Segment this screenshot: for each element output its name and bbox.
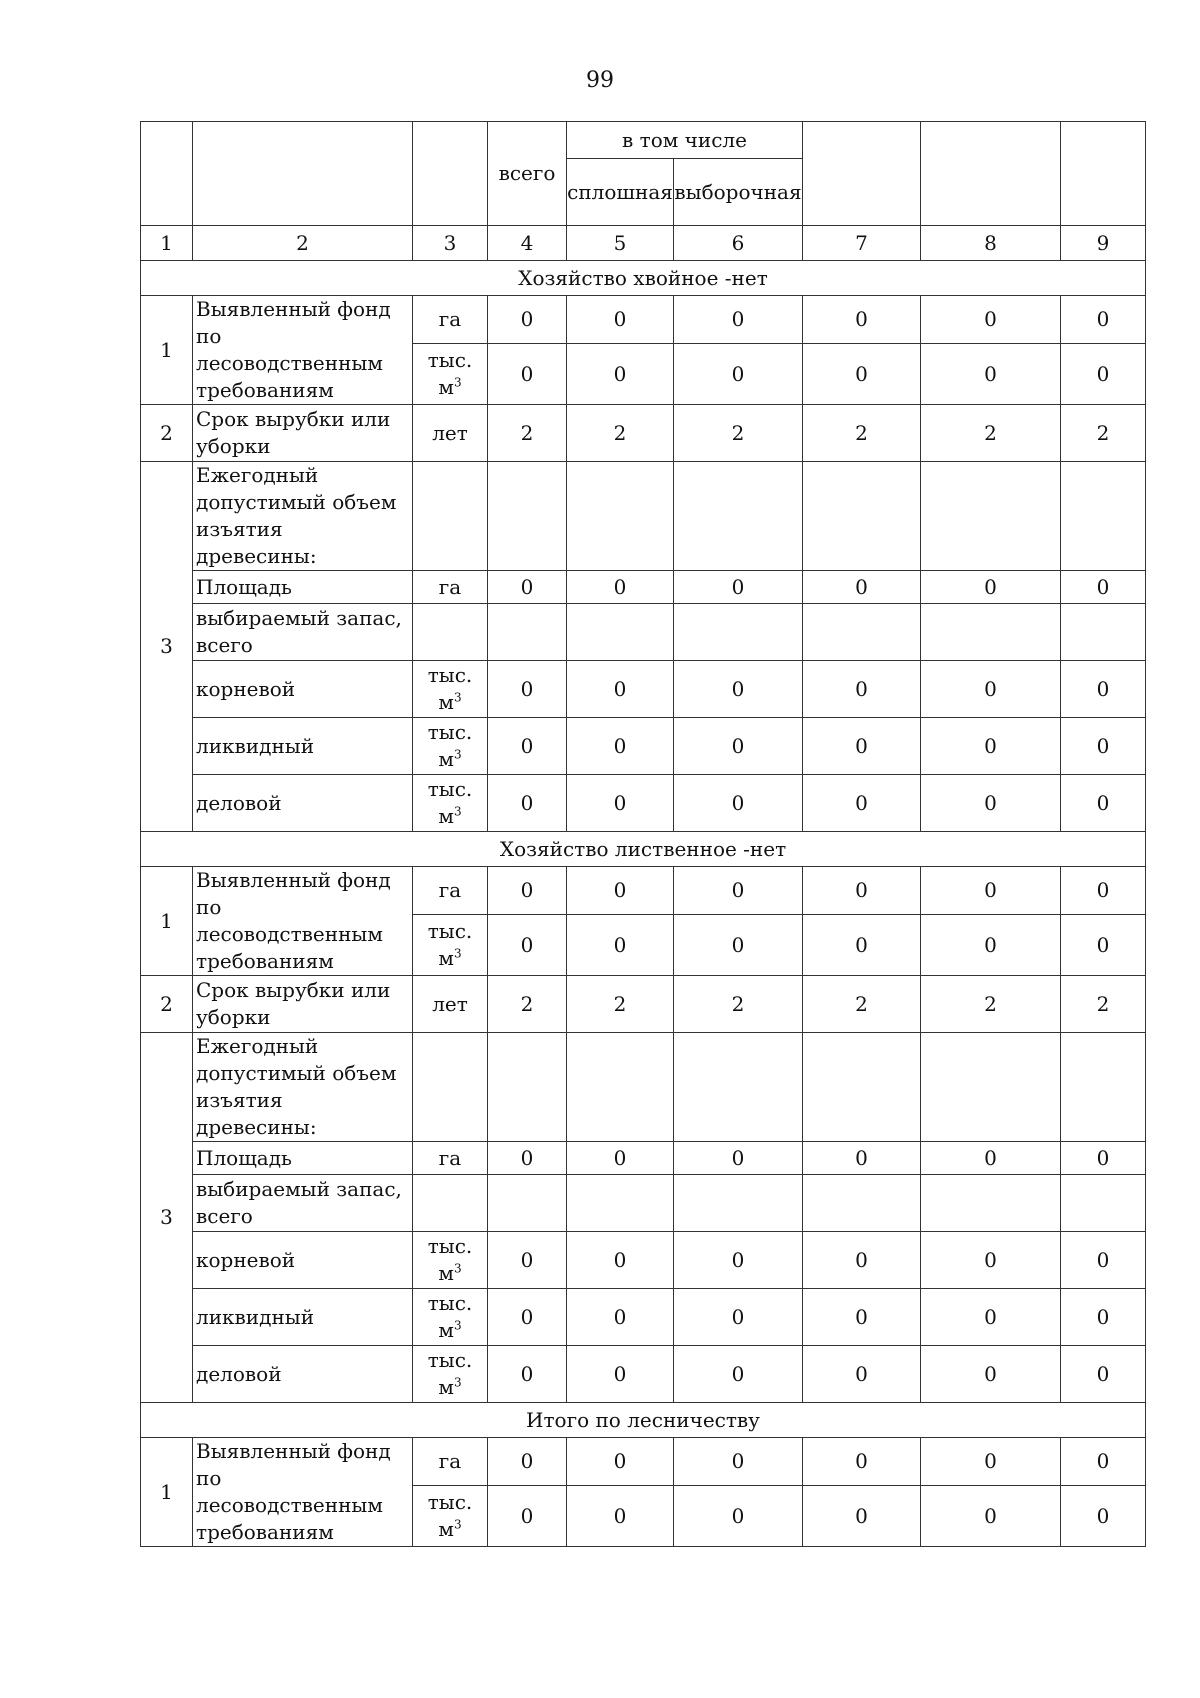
value-cell: 0 <box>488 867 567 915</box>
value-cell: 0 <box>488 1486 567 1547</box>
row-number: 3 <box>141 1033 193 1403</box>
value-cell: 0 <box>803 867 921 915</box>
value-cell: 0 <box>567 775 674 832</box>
empty-cell <box>1061 1175 1146 1232</box>
value-cell: 0 <box>488 571 567 604</box>
value-cell: 0 <box>674 1486 803 1547</box>
empty-cell <box>567 604 674 661</box>
value-cell: 0 <box>674 296 803 344</box>
value-cell: 0 <box>567 344 674 405</box>
value-cell: 2 <box>921 405 1061 462</box>
unit-cell <box>413 1033 488 1142</box>
unit-m: м <box>438 804 454 828</box>
unit-m: м <box>438 690 454 714</box>
unit-cell <box>413 1486 488 1547</box>
empty-cell <box>921 462 1061 571</box>
value-cell: 0 <box>674 1142 803 1175</box>
value-cell: 0 <box>1061 571 1146 604</box>
header-blank-8 <box>921 122 1061 226</box>
value-cell: 0 <box>1061 1438 1146 1486</box>
value-cell: 0 <box>1061 775 1146 832</box>
empty-cell <box>1061 462 1146 571</box>
unit-cube: 3 <box>453 747 462 762</box>
value-cell: 2 <box>488 405 567 462</box>
label-zapas: выбираемый запас, всего <box>193 604 413 661</box>
value-cell: 0 <box>567 867 674 915</box>
value-cell: 0 <box>488 1438 567 1486</box>
row-number: 3 <box>141 462 193 832</box>
label-srok: Срок вырубки или уборки <box>193 976 413 1033</box>
column-number-row <box>141 226 1146 261</box>
unit-cell <box>413 1289 488 1346</box>
unit-cube: 3 <box>453 804 462 819</box>
empty-cell <box>921 1175 1061 1232</box>
unit-tys: тыс. <box>427 720 473 744</box>
empty-cell <box>488 1033 567 1142</box>
value-cell: 0 <box>674 1289 803 1346</box>
value-cell: 0 <box>488 1346 567 1403</box>
unit-cell: га <box>413 867 488 915</box>
unit-m3 <box>416 1260 484 1287</box>
value-cell: 0 <box>921 718 1061 775</box>
unit-cell: лет <box>413 976 488 1033</box>
value-cell: 0 <box>488 915 567 976</box>
unit-tys: тыс. <box>427 777 473 801</box>
unit-cell: лет <box>413 405 488 462</box>
value-cell: 0 <box>1061 915 1146 976</box>
label-likvidny: ликвидный <box>193 1289 413 1346</box>
empty-cell <box>1061 1033 1146 1142</box>
value-cell: 0 <box>567 1486 674 1547</box>
unit-cell <box>413 1346 488 1403</box>
empty-cell <box>803 1175 921 1232</box>
header-vsego: всего <box>488 122 567 226</box>
value-cell: 0 <box>488 1232 567 1289</box>
value-cell: 0 <box>674 867 803 915</box>
value-cell: 0 <box>921 661 1061 718</box>
unit-m3 <box>416 746 484 773</box>
value-cell: 0 <box>1061 718 1146 775</box>
unit-tys: тыс. <box>427 1234 473 1258</box>
unit-cell: га <box>413 571 488 604</box>
unit-tys: тыс. <box>427 1291 473 1315</box>
label-srok: Срок вырубки или уборки <box>193 405 413 462</box>
value-cell: 0 <box>488 344 567 405</box>
empty-cell <box>674 604 803 661</box>
header-sploshnaya: сплошная <box>567 159 674 226</box>
unit-tys: тыс. <box>427 663 473 687</box>
unit-m: м <box>438 946 454 971</box>
section-header-row <box>141 1403 1146 1438</box>
col-number: 6 <box>674 226 803 261</box>
unit-tys: тыс. <box>427 348 473 373</box>
value-cell: 0 <box>488 1142 567 1175</box>
value-cell: 2 <box>674 976 803 1033</box>
unit-m: м <box>438 1517 454 1542</box>
unit-tys: тыс. <box>427 1348 473 1372</box>
value-cell: 0 <box>567 661 674 718</box>
label-ezhegodny: Ежегодный допустимый объем изъятия древесины: <box>193 462 413 571</box>
value-cell: 0 <box>674 718 803 775</box>
unit-cube: 3 <box>453 1517 462 1532</box>
value-cell: 2 <box>1061 405 1146 462</box>
unit-m: м <box>438 1318 454 1342</box>
label-delovoy: деловой <box>193 775 413 832</box>
row-number: 1 <box>141 1438 193 1547</box>
header-blank-1 <box>141 122 193 226</box>
col-number: 9 <box>1061 226 1146 261</box>
col-number: 5 <box>567 226 674 261</box>
col-number: 4 <box>488 226 567 261</box>
value-cell: 0 <box>674 1438 803 1486</box>
col-number: 2 <box>193 226 413 261</box>
empty-cell <box>488 462 567 571</box>
value-cell: 0 <box>1061 1142 1146 1175</box>
value-cell: 0 <box>567 1142 674 1175</box>
empty-cell <box>674 1033 803 1142</box>
unit-cube: 3 <box>453 1375 462 1390</box>
unit-m: м <box>438 1261 454 1285</box>
unit-cube: 3 <box>453 1318 462 1333</box>
col-number: 1 <box>141 226 193 261</box>
unit-m3 <box>416 689 484 716</box>
row-number: 2 <box>141 976 193 1033</box>
section-title: Итого по лесничеству <box>141 1403 1146 1438</box>
value-cell: 2 <box>567 405 674 462</box>
unit-cube: 3 <box>453 946 462 961</box>
value-cell: 2 <box>1061 976 1146 1033</box>
value-cell: 0 <box>1061 1346 1146 1403</box>
value-cell: 2 <box>674 405 803 462</box>
value-cell: 0 <box>921 571 1061 604</box>
value-cell: 0 <box>803 1486 921 1547</box>
label-delovoy: деловой <box>193 1346 413 1403</box>
unit-cube: 3 <box>453 375 462 390</box>
header-vyborochnaya: выборочная <box>674 159 803 226</box>
value-cell: 0 <box>567 1289 674 1346</box>
empty-cell <box>567 1175 674 1232</box>
unit-cell <box>413 1175 488 1232</box>
label-ploshchad: Площадь <box>193 1142 413 1175</box>
forest-volume-table <box>140 121 1146 1547</box>
unit-cell <box>413 1232 488 1289</box>
unit-cell <box>413 604 488 661</box>
value-cell: 0 <box>488 661 567 718</box>
label-zapas: выбираемый запас, всего <box>193 1175 413 1232</box>
unit-m3 <box>416 945 484 972</box>
value-cell: 0 <box>674 661 803 718</box>
col-number: 8 <box>921 226 1061 261</box>
value-cell: 0 <box>567 1438 674 1486</box>
section-header-row <box>141 832 1146 867</box>
unit-cell <box>413 462 488 571</box>
value-cell: 0 <box>921 344 1061 405</box>
value-cell: 0 <box>803 1289 921 1346</box>
value-cell: 0 <box>1061 661 1146 718</box>
value-cell: 0 <box>567 296 674 344</box>
col-number: 3 <box>413 226 488 261</box>
value-cell: 0 <box>921 915 1061 976</box>
label-ezhegodny: Ежегодный допустимый объем изъятия древесины: <box>193 1033 413 1142</box>
value-cell: 0 <box>488 296 567 344</box>
label-kornevoy: корневой <box>193 1232 413 1289</box>
empty-cell <box>1061 604 1146 661</box>
value-cell: 0 <box>803 1346 921 1403</box>
value-cell: 0 <box>1061 1289 1146 1346</box>
empty-cell <box>803 462 921 571</box>
unit-m3 <box>416 1516 484 1543</box>
value-cell: 0 <box>921 775 1061 832</box>
value-cell: 0 <box>674 775 803 832</box>
section-header-row <box>141 261 1146 296</box>
unit-cube: 3 <box>453 690 462 705</box>
row-number: 1 <box>141 867 193 976</box>
unit-cell: га <box>413 1438 488 1486</box>
value-cell: 0 <box>803 1142 921 1175</box>
value-cell: 0 <box>567 1346 674 1403</box>
unit-tys: тыс. <box>427 1490 473 1515</box>
value-cell: 0 <box>921 1346 1061 1403</box>
label-likvidny: ликвидный <box>193 718 413 775</box>
unit-m: м <box>438 1375 454 1399</box>
empty-cell <box>488 1175 567 1232</box>
page-number: 99 <box>586 68 614 93</box>
unit-cell <box>413 661 488 718</box>
empty-cell <box>921 1033 1061 1142</box>
label-fond: Выявленный фонд по лесоводственным требованиям <box>193 296 413 405</box>
unit-m: м <box>438 375 454 400</box>
value-cell: 0 <box>674 1346 803 1403</box>
value-cell: 0 <box>803 571 921 604</box>
value-cell: 0 <box>674 915 803 976</box>
value-cell: 0 <box>803 344 921 405</box>
value-cell: 0 <box>488 1289 567 1346</box>
empty-cell <box>803 1033 921 1142</box>
value-cell: 0 <box>567 915 674 976</box>
unit-cell <box>413 915 488 976</box>
empty-cell <box>567 1033 674 1142</box>
label-fond: Выявленный фонд по лесоводственным требованиям <box>193 867 413 976</box>
value-cell: 0 <box>488 775 567 832</box>
unit-cell <box>413 718 488 775</box>
empty-cell <box>803 604 921 661</box>
value-cell: 0 <box>1061 296 1146 344</box>
unit-m3 <box>416 374 484 401</box>
value-cell: 2 <box>921 976 1061 1033</box>
header-v-tom-chisle: в том числе <box>567 122 803 159</box>
value-cell: 0 <box>803 915 921 976</box>
value-cell: 2 <box>803 405 921 462</box>
value-cell: 0 <box>921 1486 1061 1547</box>
header-blank-2 <box>193 122 413 226</box>
value-cell: 0 <box>921 296 1061 344</box>
value-cell: 0 <box>803 661 921 718</box>
row-number: 2 <box>141 405 193 462</box>
empty-cell <box>921 604 1061 661</box>
value-cell: 0 <box>674 344 803 405</box>
value-cell: 0 <box>1061 867 1146 915</box>
value-cell: 0 <box>803 1232 921 1289</box>
value-cell: 0 <box>803 1438 921 1486</box>
unit-tys: тыс. <box>427 919 473 944</box>
value-cell: 0 <box>921 1142 1061 1175</box>
section-title: Хозяйство лиственное -нет <box>141 832 1146 867</box>
value-cell: 0 <box>567 571 674 604</box>
col-number: 7 <box>803 226 921 261</box>
row-number: 1 <box>141 296 193 405</box>
value-cell: 0 <box>921 867 1061 915</box>
header-blank-3 <box>413 122 488 226</box>
value-cell: 0 <box>921 1232 1061 1289</box>
value-cell: 0 <box>803 775 921 832</box>
empty-cell <box>488 604 567 661</box>
header-blank-7 <box>803 122 921 226</box>
empty-cell <box>567 462 674 571</box>
value-cell: 0 <box>921 1289 1061 1346</box>
value-cell: 0 <box>567 718 674 775</box>
value-cell: 2 <box>567 976 674 1033</box>
value-cell: 0 <box>803 718 921 775</box>
unit-cell: га <box>413 296 488 344</box>
value-cell: 0 <box>488 718 567 775</box>
value-cell: 0 <box>1061 1486 1146 1547</box>
label-fond: Выявленный фонд по лесоводственным требованиям <box>193 1438 413 1547</box>
value-cell: 0 <box>674 1232 803 1289</box>
unit-cell: га <box>413 1142 488 1175</box>
label-kornevoy: корневой <box>193 661 413 718</box>
value-cell: 2 <box>803 976 921 1033</box>
unit-m3 <box>416 1374 484 1401</box>
unit-cell <box>413 344 488 405</box>
unit-m3 <box>416 803 484 830</box>
unit-cell <box>413 775 488 832</box>
value-cell: 0 <box>1061 344 1146 405</box>
label-ploshchad: Площадь <box>193 571 413 604</box>
section-title: Хозяйство хвойное -нет <box>141 261 1146 296</box>
value-cell: 0 <box>674 571 803 604</box>
value-cell: 0 <box>921 1438 1061 1486</box>
unit-m: м <box>438 747 454 771</box>
empty-cell <box>674 462 803 571</box>
value-cell: 0 <box>567 1232 674 1289</box>
value-cell: 2 <box>488 976 567 1033</box>
unit-m3 <box>416 1317 484 1344</box>
value-cell: 0 <box>1061 1232 1146 1289</box>
unit-cube: 3 <box>453 1261 462 1276</box>
value-cell: 0 <box>803 296 921 344</box>
empty-cell <box>674 1175 803 1232</box>
header-blank-9 <box>1061 122 1146 226</box>
